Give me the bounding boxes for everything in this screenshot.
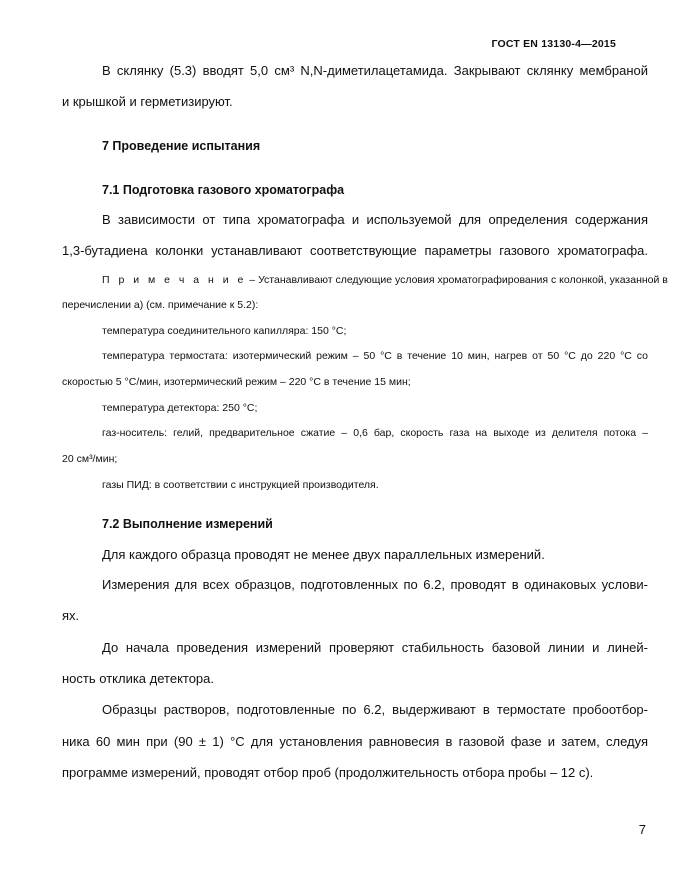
page-number: 7 xyxy=(638,822,646,837)
section-7-2-para-2-line-1: Измерения для всех образцов, подготовленных по 6.2, проводят в одинаковых услови- xyxy=(102,577,648,592)
note-thermostat-line-2: скоростью 5 °С/мин, изотермический режим – 220 °С в течение 15 мин; xyxy=(62,376,411,388)
note-detector-temp: температура детектора: 250 °С; xyxy=(102,402,258,414)
note-carrier-gas-line-2: 20 см³/мин; xyxy=(62,453,118,465)
section-7-2-para-4-line-1: Образцы растворов, подготовленные по 6.2, выдерживают в термостате пробоотбор- xyxy=(102,702,648,717)
section-7-heading: 7 Проведение испытания xyxy=(102,139,261,153)
intro-line-1: В склянку (5.3) вводят 5,0 см³ N,N-диметилацетамида. Закрывают склянку мембраной xyxy=(102,63,648,78)
note-carrier-gas-line-1: газ-носитель: гелий, предварительное сжатие – 0,6 бар, скорость газа на выходе из делителя потока – xyxy=(102,427,648,439)
section-7-2-para-3-line-2: ность отклика детектора. xyxy=(62,671,215,686)
section-7-1-para-line-1: В зависимости от типа хроматографа и используемой для определения содержания xyxy=(102,212,648,227)
note-thermostat-line-1: температура термостата: изотермический режим – 50 °С в течение 10 мин, нагрев от 50 °С до 220 °С со xyxy=(102,350,648,362)
section-7-2-para-4-line-3: программе измерений, проводят отбор проб (продолжительность отбора пробы – 12 с). xyxy=(62,765,594,780)
section-7-2-para-4-line-2: ника 60 мин при (90 ± 1) °С для установления равновесия в газовой фазе и затем, следуя xyxy=(62,734,648,749)
note-label: П р и м е ч а н и е xyxy=(102,274,247,286)
section-7-2-heading: 7.2 Выполнение измерений xyxy=(102,517,273,531)
note-line-1-text: – Устанавливают следующие условия хроматографирования с колонкой, указанной в xyxy=(246,274,668,286)
note-fid-gases: газы ПИД: в соответствии с инструкцией производителя. xyxy=(102,479,379,491)
section-7-2-para-3-line-1: До начала проведения измерений проверяют стабильность базовой линии и линей- xyxy=(102,640,648,655)
section-7-1-heading: 7.1 Подготовка газового хроматографа xyxy=(102,183,345,197)
section-7-2-para-2-line-2: ях. xyxy=(62,608,80,623)
section-7-2-para-1: Для каждого образца проводят не менее двух параллельных измерений. xyxy=(102,547,545,562)
intro-line-2: и крышкой и герметизируют. xyxy=(62,94,233,109)
note-capillary-temp: температура соединительного капилляра: 150 °С; xyxy=(102,325,347,337)
section-7-1-para-line-2: 1,3-бутадиена колонки устанавливают соответствующие параметры газового хроматографа. xyxy=(62,243,648,258)
note-line-2: перечислении а) (см. примечание к 5.2): xyxy=(62,299,259,311)
standard-code-header: ГОСТ EN 13130-4—2015 xyxy=(491,38,616,50)
note-line-1 xyxy=(102,273,668,287)
